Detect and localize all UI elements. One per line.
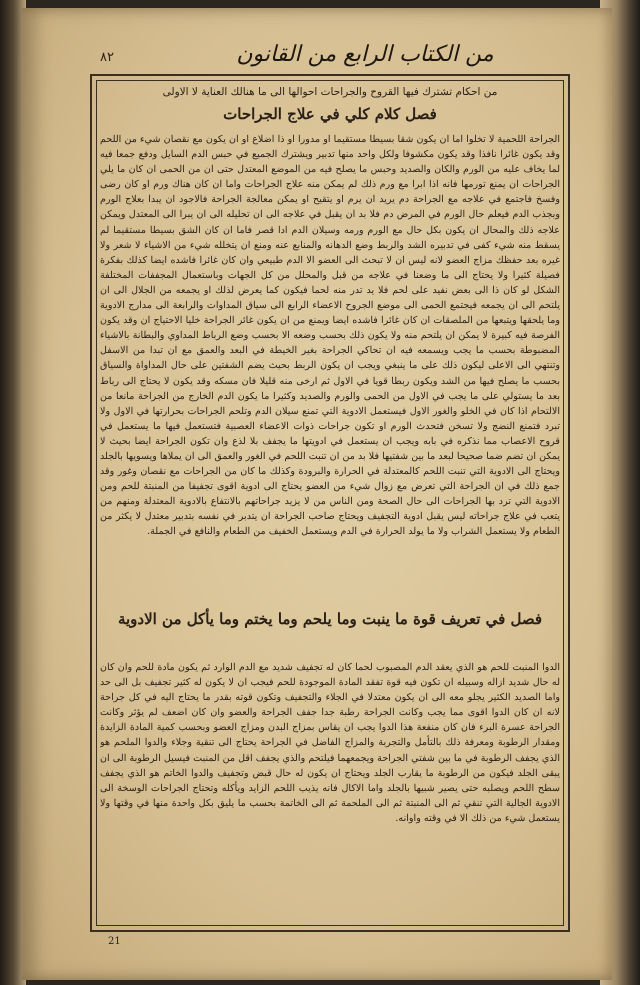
signature-mark: 21 — [108, 936, 121, 947]
paragraph-remedies: الدوا المنبت للحم هو الذي يعقد الدم المصبوب لحما كان له تجفيف شديد مع الدم الوارد ثم يكون مادة للحم وان كان له حال شديد ازاله وسبيله ان تكون فيه قوة تفقد المادة الموجودة للحم فيجب ان لا يكون له كثير تجفيف بل الى حد واما الصديد الكثير يجلو معه الى ان يكون معتدلا في الجلاء والتجفيف وتكون قوته بقدر ما يحتاج اليه في كل جراحة لانه ان كان الدوا اقوى مما يجب وكانت الجراحة رطبة جدا جفف الجراحة والعضو وان كان اضعف لم يؤثر وكانت الجراحة عسرة البرء فان كان منفعة هذا الدوا يجب ان يقاس بمزاج البدن ومزاج العضو وبحسب كمية المادة الزايدة ومقدار الرطوبة ومعرفة ذلك بالتأمل والتجربة والمزاج الفاضل في الجراحة يحتاج الى تنقية وجلاء والدوا الملحم هو الذي يجفف الرطوبة في ما بين شفتي الجراحة ويجمعهما فيلتحم والذي يجفف اقل من المنبت فيسيل الرطوبة الى ان يبقى الجلد فيكون من الرطوبة ما يقارب الجلد ويحتاج ان يكون له حال قبض وتجفيف والدوا الخاتم هو الذي يجفف سطح اللحم ويصلبه حتى يصير شبيها بالجلد واما الاكال فانه يذيب اللحم الزايد ويأكله وتحتاج الجراحات الوسخة الى الادوية الجالية التي تنقي ثم الى المنبتة ثم الى الملحمة ثم الى الخاتمة بحسب ما يليق بكل واحدة منها في وقتها ولا يستعمل شيء من ذلك الا في وقته واوانه. — [100, 662, 560, 824]
intro-line: من احكام تشترك فيها القروح والجراحات احوالها الى ما هنالك العناية لا الاولى — [162, 86, 498, 98]
section-heading-remedies: فصل في تعريف قوة ما ينبت وما يلحم وما يختم وما يأكل من الادوية — [117, 610, 543, 628]
section-heading-wound-treatment: فصل كلام كلي في علاج الجراحات — [223, 105, 437, 123]
paragraph-wound-treatment: الجراحة اللحمية لا تخلوا اما ان يكون شقا بسيطا مستقيما او مدورا او ذا اضلاع او ان يكون مع نقصان شيء من اللحم وقد يكون غائرا نافذا وقد يكون مكشوفا ولكل واحد منها تدبير ويشترك الجميع في حبس الدم السايل ودفع جمعا فيه لما يخاف عليه من الورم والكان والصديد وحبس ما يصلح فيه من الموضع المعتدل حتى ان من الحمى ان كان ما يلي الجراحات ان يمنع تورمها فانه اذا ابرا مع ورم ذلك لم يمكن منه علاج الجراحات واما ان كان هناك ورم او كان رضى وفسخ فاجتمع في علاجه مع الجراحة دم يريد ان يرم او يتقيح او يمكن معالجة الجراحة فالاجود ان يبدا بعلاج الورم وبجذب الدم فيعلم حال الورم في المرض دم فلا بد ان يقبل في علاجه الى ان تحليله الى ان يبرا الى المعتدل ويمكن علاجه ذلك والمحال ان يكون بكل حال مع الورم ورمه وسيلان الدم ادا قصر فاما ان كان الشق بسيطا مستقيما لم يسقط منه شيء كفى في تدبيره الشد والربط وضع الدهانه والمنابع عنه ومنع ان يتخلله شيء من الاشياء لا شعر ولا غيره بعد حفظك مزاج العضو لانه ليس ان لا تبحث الى العضو الا الدم طبيعي وان كان غائرا فاشده ايضا كذلك بفكرة فصيلة كثيرا ولا يحتاج الى ما وضعنا في علاجه من قبل والمحلل من كل الجهات وباستعمال المجففات المختلفة الشكل لو كان ذا الى بعض نفيد على لحم فلا يد تدر منه لحما فيكون كما يعرض لذلك او يجمعه من الجلال الى ان يلتحم الى ان يجمعه فيجتمع الحمى الى موضع الجروح الاعضاء الرابع الى سياق المداوات والرابعة الى مدارج الادوية وما يلحقها ويتبعها من الملصقات ان كان غائرا فاشده ايضا ويمنع من ان يكون غائر الجراحة خليا الاحتياج ان وقد يكون الفرصة فيه كبيرة لا يمكن ان يلتحم منه ولا يكون ذلك بحسب وضعه الا بحسب وضع الرباط المداوي والبطانة بالاشياء المضبوطة بحسب ما يجب ويسمعه فيه ان تحاكي الجراحة بغير الخيطة في البعد والعمق مع ان تبدا من الاسفل وتنتهي الى الاعلى ليكون ذلك على ما ينبغي ويجب ان يكون الربط بحيث يضم الشفتين على حال المداواة والسياق بحسب ما يصلح فيها من الشد ويكون ربطا قويا في الاول ثم ارخى منه قليلا فان مسكه وقد يكون لا يحتاج الى رباط بعد ما يستولي على ما يجب في الاول من الحمى والورم والصديد وكثيرا ما يكون الدم الخارج من الجراحة مانعا من الالتحام اذا كان في الخلو والغور الاول فيستعمل الادوية التي تمنع سيلان الدم وتلحم الجراحات بحرارتها في الاول ولا تبرد فتمنع النضج ولا تسخن فتحدث الورم او تكون جراحات ذوات الاعضاء العصبية فتستعمل فيها ما يستعمل في قروح الاعصاب مما نذكره في بابه ويجب ان يستعمل في ادويتها ما يجفف بلا لذع وان تكون الجراحة ايضا بحيث لا يمكن ان تضم ضما صحيحا لبعد ما بين شفتيها فلا بد من ان تنبت اللحم في الغور والعمق الى ان يملاها ويسويها بالجلد ويحتاج الى الادوية التي تنبت اللحم كالمعتدلة في الحرارة والبرودة وكذلك ما كان من الجراحات مع نقصان وغور وقد جمع ذلك في ان الجراحة التي تعرض مع زوال شيء من العضو يحتاج الى ادوية اقوى تجفيفا من المنبتة للحم ومن الادوية التي ترد بها الجراحات الى حال الصحة ومن الناس من لا يزيد جراحاتهم بالانتفاع بالادوية المعتدلة ومنهم من يتعب في علاج جراحاته ليس يقبل ادوية التجفيف ويحتاج صاحب الجراحة ان يتدبر في نفسه بتدبير معتدل لا يكثر من الطعام ولا يستعمل الشراب ولا ما يولد الحرارة في الدم ويستعمل الخفيف من الطعام والنافع في الجملة. — [100, 134, 560, 538]
page-number: ٨٢ — [100, 50, 114, 65]
running-head: من الكتاب الرابع من القانون — [236, 42, 494, 67]
